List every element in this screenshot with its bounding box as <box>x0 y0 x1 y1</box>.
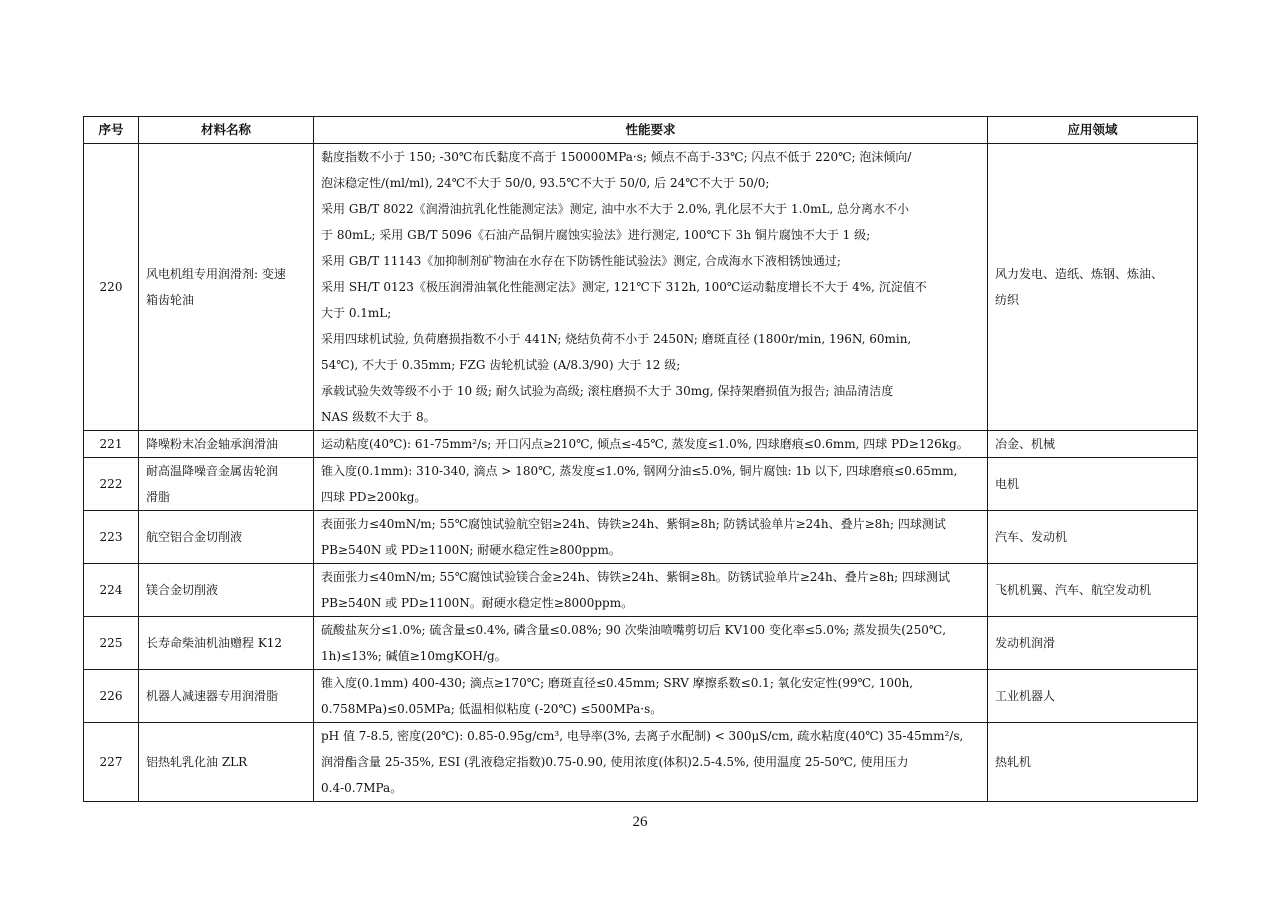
performance-requirements-line: 大于 0.1mL; <box>321 306 392 320</box>
performance-requirements-line: 硫酸盐灰分≤1.0%; 硫含量≤0.4%, 磷含量≤0.08%; 90 次柴油喷嘴剪切后 KV100 变化率≤5.0%; 蒸发损失(250℃, <box>321 623 947 637</box>
table-row <box>84 431 1198 458</box>
performance-requirements <box>314 144 988 431</box>
header-application: 应用领域 <box>988 117 1198 144</box>
material-name-line: 风电机组专用润滑剂: 变速 <box>146 267 286 281</box>
performance-requirements-line: 承载试验失效等级不小于 10 级; 耐久试验为高级; 滚柱磨损不大于 30mg, 保持架磨损值为报告; 油品清洁度 <box>321 384 894 398</box>
application-field <box>988 723 1198 802</box>
performance-requirements-line: 四球 PD≥200kg。 <box>321 490 427 504</box>
performance-requirements <box>314 431 988 458</box>
performance-requirements-line: 采用 GB/T 8022《润滑油抗乳化性能测定法》测定, 油中水不大于 2.0%, 乳化层不大于 1.0mL, 总分离水不小 <box>321 202 910 216</box>
performance-requirements-line: 于 80mL; 采用 GB/T 5096《石油产品铜片腐蚀实验法》进行测定, 100℃下 3h 铜片腐蚀不大于 1 级; <box>321 228 871 242</box>
application-field-line: 电机 <box>995 477 1020 491</box>
application-field-line: 热轧机 <box>995 755 1032 769</box>
performance-requirements-line: PB≥540N 或 PD≥1100N。耐硬水稳定性≥8000ppm。 <box>321 596 634 610</box>
table-row <box>84 617 1198 670</box>
application-field <box>988 670 1198 723</box>
performance-requirements <box>314 564 988 617</box>
material-name-line: 镁合金切削液 <box>146 583 219 597</box>
performance-requirements-line: 采用 GB/T 11143《加抑制剂矿物油在水存在下防锈性能试验法》测定, 合成海水下液相锈蚀通过; <box>321 254 841 268</box>
application-field-line: 冶金、机械 <box>995 437 1056 451</box>
performance-requirements-line: 泡沫稳定性/(ml/ml), 24℃不大于 50/0, 93.5℃不大于 50/0, 后 24℃不大于 50/0; <box>321 176 770 190</box>
application-field <box>988 431 1198 458</box>
row-number: 227 <box>84 723 139 802</box>
application-field-line: 风力发电、造纸、炼钢、炼油、 <box>995 267 1164 281</box>
performance-requirements-line: PB≥540N 或 PD≥1100N; 耐硬水稳定性≥800ppm。 <box>321 543 621 557</box>
material-name <box>139 511 314 564</box>
row-number: 226 <box>84 670 139 723</box>
material-name <box>139 617 314 670</box>
header-name: 材料名称 <box>139 117 314 144</box>
material-name-line: 耐高温降噪音金属齿轮润 <box>146 464 279 478</box>
performance-requirements-line: pH 值 7-8.5, 密度(20℃): 0.85-0.95g/cm³, 电导率(3%, 去离子水配制) < 300μS/cm, 疏水粘度(40℃) 35-45mm²/s, <box>321 729 964 743</box>
performance-requirements <box>314 458 988 511</box>
table-header-row <box>84 117 1198 144</box>
row-number: 223 <box>84 511 139 564</box>
header-requirements: 性能要求 <box>314 117 988 144</box>
performance-requirements-line: 0.4-0.7MPa。 <box>321 781 403 795</box>
application-field-line: 纺织 <box>995 293 1020 307</box>
spec-table <box>83 116 1198 802</box>
table-row <box>84 511 1198 564</box>
performance-requirements-line: 运动粘度(40℃): 61-75mm²/s; 开口闪点≥210℃, 倾点≤-45℃, 蒸发度≤1.0%, 四球磨痕≤0.6mm, 四球 PD≥126kg。 <box>321 437 969 451</box>
performance-requirements <box>314 617 988 670</box>
material-name <box>139 723 314 802</box>
performance-requirements-line: 采用四球机试验, 负荷磨损指数不小于 441N; 烧结负荷不小于 2450N; 磨斑直径 (1800r/min, 196N, 60min, <box>321 332 912 346</box>
performance-requirements <box>314 511 988 564</box>
performance-requirements-line: 1h)≤13%; 碱值≥10mgKOH/g。 <box>321 649 507 663</box>
material-name-line: 降噪粉末冶金轴承润滑油 <box>146 437 279 451</box>
table-body <box>84 144 1198 802</box>
performance-requirements-line: 黏度指数不小于 150; -30℃布氏黏度不高于 150000MPa·s; 倾点不高于-33℃; 闪点不低于 220℃; 泡沫倾向/ <box>321 150 912 164</box>
table-row <box>84 670 1198 723</box>
application-field-line: 工业机器人 <box>995 689 1056 703</box>
material-name-line: 机器人减速器专用润滑脂 <box>146 689 279 703</box>
performance-requirements-line: 54℃), 不大于 0.35mm; FZG 齿轮机试验 (A/8.3/90) 大于 12 级; <box>321 358 681 372</box>
table-row <box>84 458 1198 511</box>
row-number: 222 <box>84 458 139 511</box>
material-name-line: 长寿命柴油机油赠程 K12 <box>146 636 283 650</box>
performance-requirements <box>314 670 988 723</box>
performance-requirements-line: 0.758MPa)≤0.05MPa; 低温相似粘度 (-20℃) ≤500MPa·s。 <box>321 702 663 716</box>
performance-requirements <box>314 723 988 802</box>
performance-requirements-line: 采用 SH/T 0123《极压润滑油氧化性能测定法》测定, 121℃下 312h, 100℃运动黏度增长不大于 4%, 沉淀值不 <box>321 280 927 294</box>
material-name <box>139 144 314 431</box>
performance-requirements-line: 表面张力≤40mN/m; 55℃腐蚀试验镁合金≥24h、铸铁≥24h、紫铜≥8h。防锈试验单片≥24h、叠片≥8h; 四球测试 <box>321 570 951 584</box>
performance-requirements-line: 润滑酯含量 25-35%, ESI (乳液稳定指数)0.75-0.90, 使用浓度(体积)2.5-4.5%, 使用温度 25-50℃, 使用压力 <box>321 755 909 769</box>
material-name <box>139 564 314 617</box>
material-name-line: 铝热轧乳化油 ZLR <box>146 755 248 769</box>
application-field-line: 汽车、发动机 <box>995 530 1068 544</box>
material-name <box>139 458 314 511</box>
application-field-line: 发动机润滑 <box>995 636 1056 650</box>
table-row <box>84 723 1198 802</box>
performance-requirements-line: 表面张力≤40mN/m; 55℃腐蚀试验航空铝≥24h、铸铁≥24h、紫铜≥8h; 防锈试验单片≥24h、叠片≥8h; 四球测试 <box>321 517 946 531</box>
material-name-line: 航空铝合金切削液 <box>146 530 243 544</box>
performance-requirements-line: NAS 级数不大于 8。 <box>321 410 436 424</box>
material-name <box>139 670 314 723</box>
row-number: 220 <box>84 144 139 431</box>
application-field <box>988 564 1198 617</box>
page-number: 26 <box>632 814 648 830</box>
application-field-line: 飞机机翼、汽车、航空发动机 <box>995 583 1152 597</box>
performance-requirements-line: 锥入度(0.1mm): 310-340, 滴点 > 180℃, 蒸发度≤1.0%, 钢网分油≤5.0%, 铜片腐蚀: 1b 以下, 四球磨痕≤0.65mm, <box>321 464 958 478</box>
table-row <box>84 564 1198 617</box>
material-name-line: 滑脂 <box>146 490 171 504</box>
performance-requirements-line: 锥入度(0.1mm) 400-430; 滴点≥170℃; 磨斑直径≤0.45mm; SRV 摩擦系数≤0.1; 氧化安定性(99℃, 100h, <box>321 676 914 690</box>
application-field <box>988 458 1198 511</box>
row-number: 224 <box>84 564 139 617</box>
application-field <box>988 617 1198 670</box>
material-name-line: 箱齿轮油 <box>146 293 195 307</box>
table-row <box>84 144 1198 431</box>
application-field <box>988 144 1198 431</box>
row-number: 225 <box>84 617 139 670</box>
header-no: 序号 <box>84 117 139 144</box>
row-number: 221 <box>84 431 139 458</box>
application-field <box>988 511 1198 564</box>
material-name <box>139 431 314 458</box>
